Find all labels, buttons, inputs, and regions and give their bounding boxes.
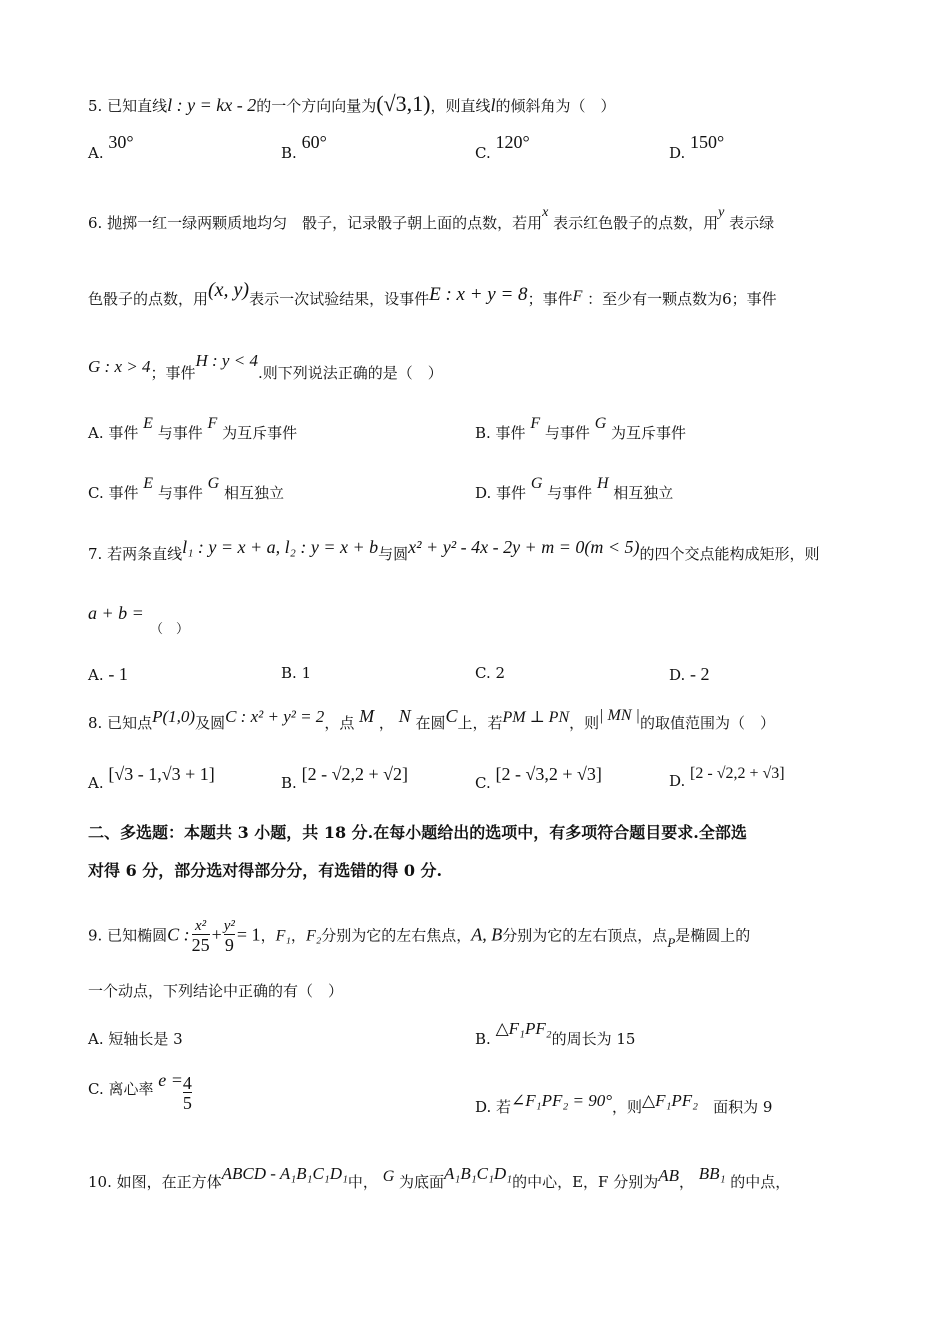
q8-option-d[interactable]: D. [2 - √2,2 + √3]	[669, 765, 785, 790]
q8-option-a[interactable]: A. [√3 - 1,√3 + 1]	[88, 764, 215, 792]
q6-event-h: H : y < 4	[195, 351, 258, 370]
q5-option-d[interactable]: D. 150°	[669, 132, 725, 162]
q9-stem-line1: 9. 已知椭圆C : x² 25 + y² 9 = 1，F₁，F₂分别为它的左右焦点，A, B分别为它的左右顶点，点P是椭圆上的	[88, 918, 751, 955]
q7-option-a[interactable]: A. - 1	[88, 664, 128, 684]
q6-stem-line3: G : x > 4；事件H : y < 4.则下列说法正确的是（ ）	[88, 351, 443, 382]
q6-option-c[interactable]: C. 事件 E 与事件 G 相互独立	[88, 475, 284, 502]
q6-pair-xy: (x, y)	[208, 279, 250, 301]
q9-option-a[interactable]: A. 短轴长是 3	[88, 1030, 183, 1048]
q7-stem-line2	[88, 603, 144, 624]
section-multiple-choice-heading: 二、多选题：本题共 3 小题，共 18 分.在每小题给出的选项中，有多项符合题目要求.全部选	[88, 823, 747, 842]
section-multiple-choice-rules: 对得 6 分，部分选对得部分分，有选错的得 0 分.	[88, 861, 443, 880]
q6-option-b[interactable]: B. 事件 F 与事件 G 为互斥事件	[475, 415, 687, 442]
q5-text: 的一个方向向量为	[256, 97, 377, 115]
q7-option-b[interactable]: B. 1	[281, 664, 312, 682]
q9-option-c[interactable]: C. 离心率 e = $\frac{4}{5}$	[88, 1069, 192, 1113]
q10-bottom-face: A₁B₁C₁D₁	[444, 1164, 513, 1183]
q9-option-d[interactable]: D. 若∠F₁PF₂ = 90°，则△F₁PF₂ 面积为 9	[475, 1091, 773, 1116]
q7-circle-equation: x² + y² - 4x - 2y + m = 0(m < 5)	[408, 537, 640, 557]
q5-text2: ，则直线	[430, 97, 491, 115]
q5-stem	[88, 91, 616, 116]
q5-question-end: 的倾斜角为（ ）	[495, 97, 616, 115]
q5-prefix: 5. 已知直线	[88, 97, 168, 115]
q7-two-lines: l₁ : y = x + a, l₂ : y = x + b	[182, 537, 379, 557]
q6-var-y: y	[718, 205, 725, 220]
q9-focus-f2: F₂	[305, 927, 322, 945]
q10-stem: 10. 如图，在正方体ABCD - A₁B₁C₁D₁中， G 为底面A₁B₁C₁D₁的中心，E，F 分别为AB， BB₁ 的中点，	[88, 1164, 791, 1191]
q8-perpendicular: PM ⊥ PN	[502, 709, 570, 726]
q8-circle-c: C : x² + y² = 2	[225, 707, 325, 726]
q9-focus-f1: F₁	[275, 927, 291, 945]
q7-option-c[interactable]: C. 2	[475, 664, 506, 682]
q6-stem-line2: 色骰子的点数，用(x, y)表示一次试验结果，设事件E : x + y = 8；事件F ：至少有一颗点数为6；事件	[88, 279, 777, 308]
q6-event-e: E : x + y = 8	[429, 284, 528, 305]
q8-stem: 8. 已知点P(1,0)及圆C : x² + y² = 2，点 M ， N 在圆C上，若PM ⊥ PN，则| MN |的取值范围为（ ）	[88, 706, 775, 732]
q5-option-a[interactable]: A. 30°	[88, 132, 134, 162]
q6-option-d[interactable]: D. 事件 G 与事件 H 相互独立	[475, 475, 674, 502]
q8-point-p: P(1,0)	[152, 707, 196, 726]
q8-option-c[interactable]: C. [2 - √3,2 + √3]	[475, 764, 602, 792]
q9-fraction-x: x² 25	[191, 918, 210, 955]
q10-cube: ABCD - A₁B₁C₁D₁	[221, 1164, 348, 1183]
q7-option-d[interactable]: D. - 2	[669, 664, 710, 684]
q5-direction-vector: (√3,1)	[376, 91, 431, 116]
q6-event-f: F	[572, 288, 583, 305]
q5-line-l: l	[490, 95, 496, 115]
q5-option-b[interactable]: B. 60°	[281, 132, 327, 162]
q8-mn-length: | MN |	[599, 707, 640, 724]
q5-option-c[interactable]: C. 120°	[475, 132, 530, 162]
q9-fraction-y: y² 9	[223, 918, 235, 955]
q5-line-equation: l : y = kx - 2	[167, 95, 257, 115]
q9-stem-line2: 一个动点，下列结论中正确的有（ ）	[88, 982, 344, 1000]
q9-eccentricity-fraction: $\frac{4}{5}$	[182, 1073, 192, 1113]
q6-stem-line1: 6. 抛掷一红一绿两颗质地均匀 骰子，记录骰子朝上面的点数，若用x 表示红色骰子的点数，用y 表示绿	[88, 205, 775, 232]
q9-option-b[interactable]: B. △F₁PF₂的周长为 15	[475, 1019, 636, 1048]
q7-blank: （ ）	[150, 622, 190, 637]
q8-option-b[interactable]: B. [2 - √2,2 + √2]	[281, 764, 408, 792]
q6-var-x: x	[542, 205, 549, 220]
q6-option-a[interactable]: A. 事件 E 与事件 F 为互斥事件	[88, 415, 298, 442]
q7-a-plus-b: a + b =	[88, 603, 144, 623]
q6-event-g: G : x > 4	[88, 357, 151, 376]
q7-stem-line1: 7. 若两条直线l₁ : y = x + a, l₂ : y = x + b与圆x² + y² - 4x - 2y + m = 0(m < 5)的四个交点能构成矩形，则	[88, 537, 820, 563]
